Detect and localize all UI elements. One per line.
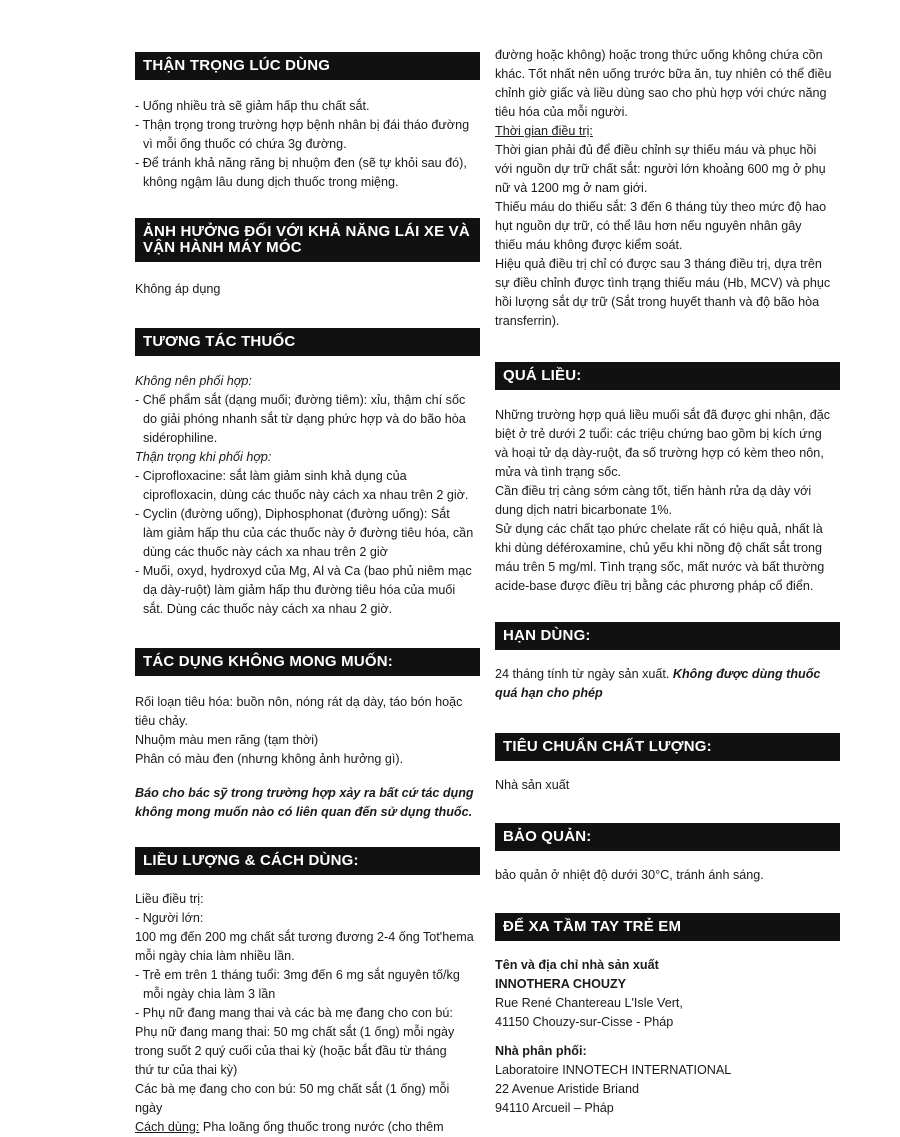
distributor-label: Nhà phân phối:: [495, 1044, 587, 1058]
text-line: mỗi ngày chia làm 3 lần: [143, 987, 276, 1001]
text-line: Hiệu quả điều trị chỉ có được sau 3 tháng điều trị, dựa trên: [495, 257, 822, 271]
manufacturer-address: Rue René Chantereau L'Isle Vert,: [495, 996, 683, 1010]
han-dung-text: 24 tháng tính từ ngày sản xuất.: [495, 667, 673, 681]
text-line: - Uống nhiều trà sẽ giảm hấp thu chất sắt.: [135, 99, 370, 113]
text-line: [135, 1118, 480, 1137]
distributor-block: [495, 1042, 840, 1118]
subheading: Thận trọng khi phối hợp:: [135, 450, 272, 464]
text-line: - Ciprofloxacine: sắt làm giảm sinh khả dụng của: [135, 469, 407, 483]
heading-anh-huong: [135, 218, 480, 262]
text-line: acide-base được điều trị bằng các phương pháp cổ điển.: [495, 579, 814, 593]
text-line: Thời gian phải đủ để điều chỉnh sự thiếu máu và phục hồi: [495, 143, 817, 157]
heading-line: ẢNH HƯỞNG ĐỐI VỚI KHẢ NĂNG LÁI XE VÀ: [143, 223, 470, 240]
text-line: Các bà mẹ đang cho con bú: 50 mg chất sắt (1 ống) mỗi ngày: [135, 1082, 450, 1115]
text-line: sidérophiline.: [143, 431, 218, 445]
cach-dung-label: Cách dùng:: [135, 1120, 200, 1134]
text-line: và hoại tử dạ dày-ruột, đa số trường hợp có kèm theo nôn,: [495, 446, 824, 460]
lieu-luong-body: [135, 890, 480, 1137]
heading-tieu-chuan: TIÊU CHUẨN CHẤT LƯỢNG:: [495, 733, 840, 761]
text-line: Thiếu máu do thiếu sắt: 3 đến 6 tháng tùy theo mức độ hao: [495, 200, 827, 214]
heading-bao-quan: BẢO QUẢN:: [495, 823, 840, 851]
text-line: Không áp dụng: [135, 282, 221, 296]
text-line: sự điều chỉnh được tình trạng thiếu máu (Hb, MCV) và phục: [495, 276, 831, 290]
text-line: Nhà sản xuất: [495, 778, 570, 792]
heading-tam-tay: ĐỂ XA TẦM TAY TRẺ EM: [495, 913, 840, 941]
heading-tuong-tac: TƯƠNG TÁC THUỐC: [135, 328, 480, 356]
text-line: Cần điều trị càng sớm càng tốt, tiến hành rửa dạ dày với: [495, 484, 812, 498]
text-line: không ngậm lâu dung dịch thuốc trong miệng.: [143, 175, 399, 189]
text-line: mỗi ngày chia làm nhiều lần.: [135, 949, 295, 963]
han-dung-body: [495, 665, 840, 703]
text-line: biệt ở trẻ dưới 2 tuổi: các triệu chứng bao gồm bị kích ứng: [495, 427, 822, 441]
text-line: tiêu chảy.: [135, 714, 188, 728]
text-line: dung dịch natri bicarbonate 1%.: [495, 503, 673, 517]
heading-tac-dung: TÁC DỤNG KHÔNG MONG MUỐN:: [135, 648, 480, 676]
text-line: khi dùng déféroxamine, chủ yếu khi nồng độ chất sắt trong: [495, 541, 822, 555]
text-line: Nhuộm màu men răng (tạm thời): [135, 733, 319, 747]
text-line: Phân có màu đen (nhưng không ảnh hưởng gì).: [135, 752, 404, 766]
text-line: trong suốt 2 quý cuối của thai kỳ (hoặc bắt đầu từ tháng: [135, 1044, 447, 1058]
text-line: dạ dày-ruột) làm giảm hấp thu đường tiêu hóa của muối: [143, 583, 456, 597]
text-line: transferrin).: [495, 314, 560, 328]
han-dung-warning: Không được dùng thuốc: [672, 667, 821, 681]
cach-dung-continued: [495, 46, 840, 331]
text-line: vì mỗi ống thuốc có chứa 3g đường.: [143, 137, 347, 151]
heading-than-trong: THẬN TRỌNG LÚC DÙNG: [135, 52, 480, 80]
text-line: - Trẻ em trên 1 tháng tuổi: 3mg đến 6 mg sắt nguyên tố/kg: [135, 968, 460, 982]
heading-lieu-luong: LIỀU LƯỢNG & CÁCH DÙNG:: [135, 847, 480, 875]
tac-dung-body: [135, 693, 480, 769]
heading-qua-lieu: QUÁ LIỀU:: [495, 362, 840, 390]
tac-dung-warning: [135, 784, 480, 822]
text-line: tiêu hóa của mỗi người.: [495, 105, 628, 119]
cach-dung-text: Pha loãng ống thuốc trong nước (cho thêm: [199, 1120, 444, 1134]
warning-line: Báo cho bác sỹ trong trường hợp xảy ra bất cứ tác dụng: [135, 786, 474, 800]
tuong-tac-body: [135, 372, 480, 619]
text-line: - Người lớn:: [135, 911, 204, 925]
text-line: - Thận trọng trong trường hợp bệnh nhân bị đái tháo đường: [135, 118, 470, 132]
text-line: - Cyclin (đường uống), Diphosphonat (đường uống): Sắt: [135, 507, 450, 521]
warning-line: không mong muốn nào có liên quan đến sử dụng thuốc.: [135, 805, 473, 819]
text-line: máu trên 5 mg/ml. Tình trạng sốc, mất nước và bất thường: [495, 560, 825, 574]
manufacturer-block: [495, 956, 840, 1032]
tieu-chuan-body: [495, 776, 840, 795]
text-line: với nguồn dự trữ chất sắt: người lớn khoảng 600 mg ở phụ: [495, 162, 826, 176]
bao-quan-body: [495, 866, 840, 885]
han-dung-warning: quá hạn cho phép: [495, 686, 603, 700]
text-line: Rối loạn tiêu hóa: buồn nôn, nóng rát dạ dày, táo bón hoặc: [135, 695, 463, 709]
heading-line: VẬN HÀNH MÁY MÓC: [143, 239, 302, 256]
text-line: Liều điều trị:: [135, 892, 204, 906]
text-line: dùng các thuốc này cách xa nhau trên 2 giờ: [143, 545, 388, 559]
distributor-name: Laboratoire INNOTECH INTERNATIONAL: [495, 1063, 732, 1077]
text-line: khác. Tốt nhất nên uống trước bữa ăn, tuy nhiên có thể điều: [495, 67, 832, 81]
text-line: - Chế phẩm sắt (dạng muối; đường tiêm): xỉu, thậm chí sốc: [135, 393, 466, 407]
anh-huong-body: [135, 280, 480, 299]
text-line: - Phụ nữ đang mang thai và các bà mẹ đang cho con bú:: [135, 1006, 453, 1020]
text-line: Những trường hợp quá liều muối sắt đã được ghi nhận, đặc: [495, 408, 831, 422]
text-line: - Để tránh khả năng răng bị nhuộm đen (sẽ tự khỏi sau đó),: [135, 156, 467, 170]
text-line: nữ và 1200 mg ở nam giới.: [495, 181, 648, 195]
text-line: 100 mg đến 200 mg chất sắt tương đương 2-4 ống Tot'hema: [135, 930, 474, 944]
than-trong-body: [135, 97, 480, 192]
text-line: Sử dụng các chất tạo phức chelate rất có hiệu quả, nhất là: [495, 522, 823, 536]
text-line: [495, 665, 840, 684]
text-line: chỉnh giờ giấc và liều dùng sao cho phù hợp với chức năng: [495, 86, 827, 100]
text-line: thứ tư của thai kỳ): [135, 1063, 238, 1077]
text-line: Phụ nữ đang mang thai: 50 mg chất sắt (1 ống) mỗi ngày: [135, 1025, 455, 1039]
text-line: ciprofloxacin, dùng các thuốc này cách xa nhau trên 2 giờ.: [143, 488, 469, 502]
distributor-address: 94110 Arcueil – Pháp: [495, 1101, 614, 1115]
thoi-gian-label: Thời gian điều trị:: [495, 124, 593, 138]
text-line: thiếu máu không được kiểm soát.: [495, 238, 683, 252]
text-line: hồi lượng sắt dự trữ (Sắt trong huyết thanh và độ bão hòa: [495, 295, 820, 309]
text-line: - Muối, oxyd, hydroxyd của Mg, Al và Ca (bao phủ niêm mạc: [135, 564, 472, 578]
text-line: đường hoặc không) hoặc trong thức uống không chứa cồn: [495, 48, 823, 62]
text-line: do giải phóng nhanh sắt từ dạng phức hợp và do bão hòa: [143, 412, 466, 426]
text-line: mửa và tình trạng sốc.: [495, 465, 622, 479]
text-line: sắt. Dùng các thuốc này cách xa nhau 2 giờ.: [143, 602, 393, 616]
manufacturer-address: 41150 Chouzy-sur-Cisse - Pháp: [495, 1015, 674, 1029]
heading-han-dung: HẠN DÙNG:: [495, 622, 840, 650]
qua-lieu-body: [495, 406, 840, 596]
manufacturer-name: INNOTHERA CHOUZY: [495, 977, 627, 991]
text-line: bảo quản ở nhiệt độ dưới 30°C, tránh ánh sáng.: [495, 868, 764, 882]
text-line: làm giảm hấp thu của các thuốc này ở đường tiêu hóa, cần: [143, 526, 474, 540]
manufacturer-label: Tên và địa chỉ nhà sản xuất: [495, 958, 659, 972]
subheading: Không nên phối hợp:: [135, 374, 252, 388]
text-line: hụt nguồn dự trữ, có thể lâu hơn nếu nguyên nhân gây: [495, 219, 802, 233]
distributor-address: 22 Avenue Aristide Briand: [495, 1082, 639, 1096]
